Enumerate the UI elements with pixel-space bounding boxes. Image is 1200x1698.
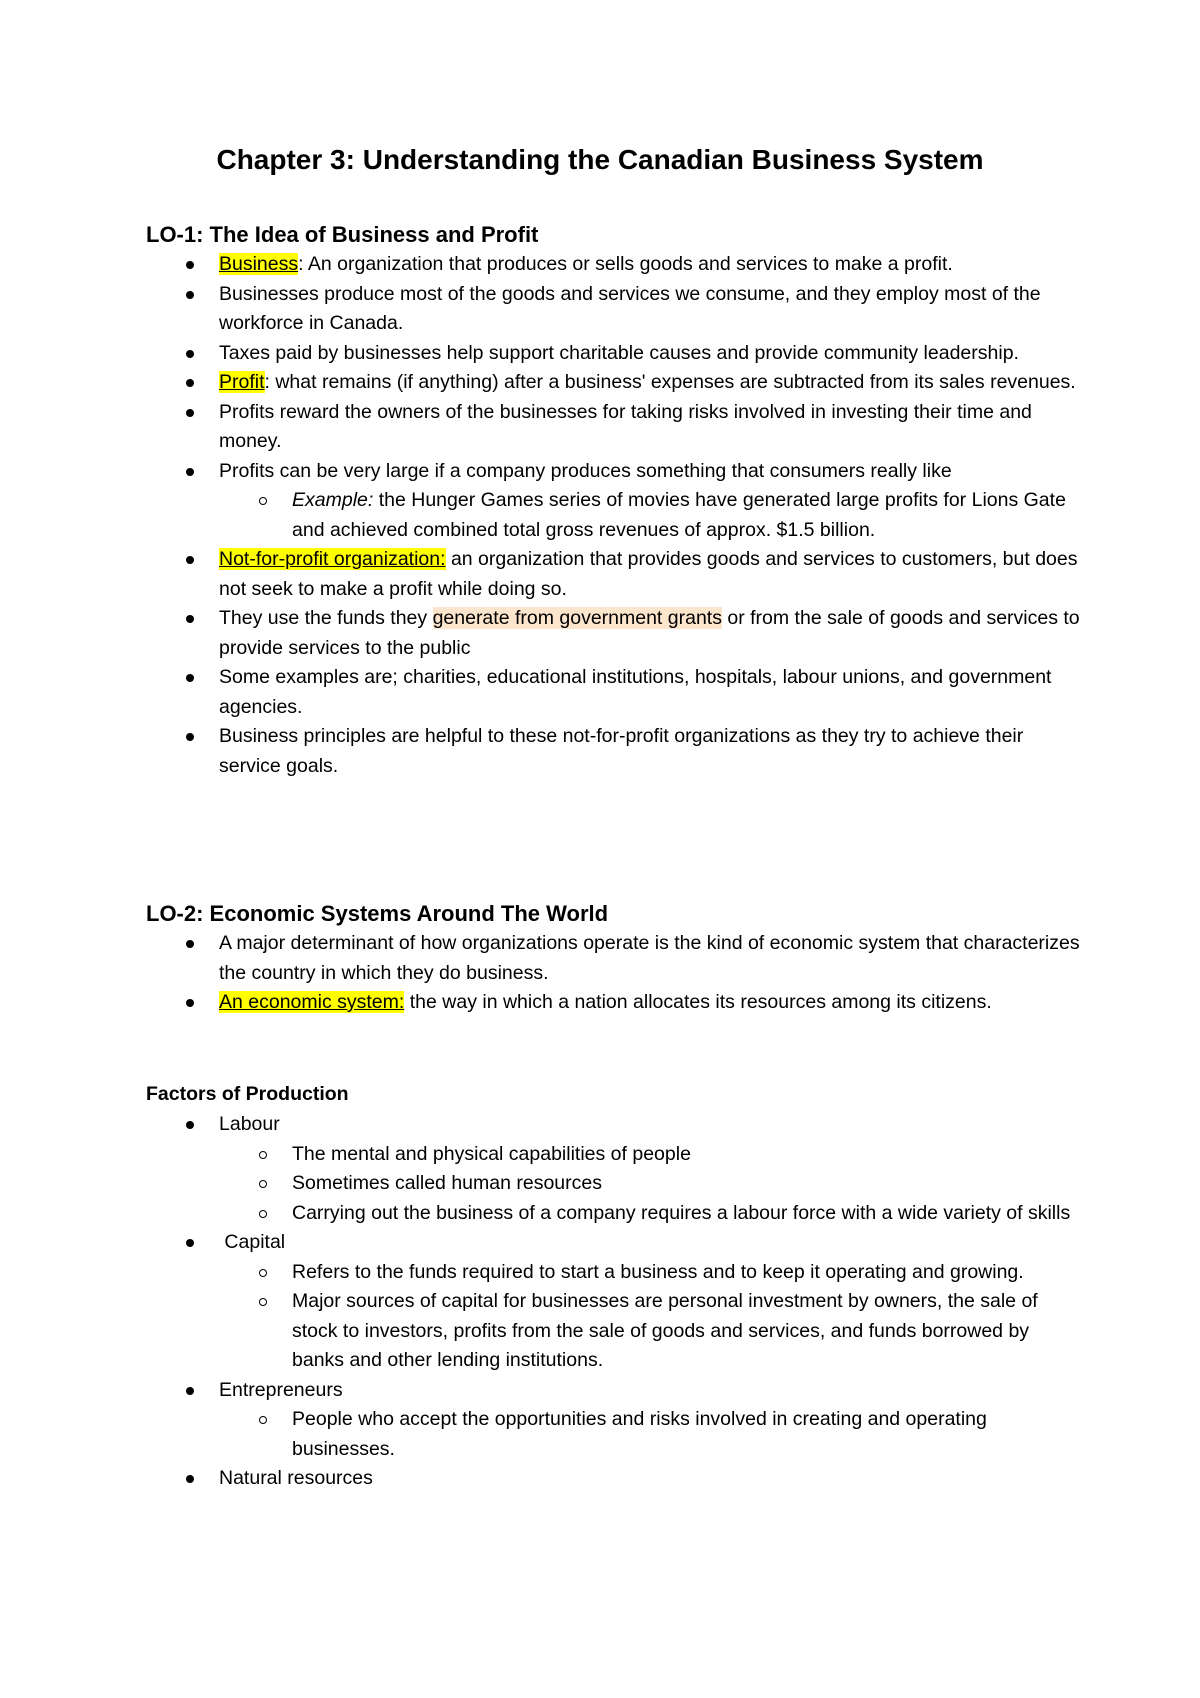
lo1-list <box>146 250 1086 781</box>
term-economic-system: An economic system: <box>219 991 405 1013</box>
sub-list-item <box>146 1169 1086 1199</box>
bullet-icon <box>186 261 194 269</box>
list-item <box>146 545 1086 604</box>
item-text: Businesses produce most of the goods and services we consume, and they employ most of the workforce in Canada. <box>219 282 1041 334</box>
item-text: Entrepreneurs <box>219 1378 343 1401</box>
item-text: Labour <box>219 1113 280 1135</box>
list-item <box>146 663 1086 722</box>
bullet-icon <box>186 1239 194 1247</box>
circle-bullet-icon <box>259 1151 267 1159</box>
circle-bullet-icon <box>259 1416 267 1424</box>
bullet-icon <box>186 379 194 387</box>
list-item-natural-resources <box>146 1464 1086 1494</box>
circle-bullet-icon <box>259 1210 267 1218</box>
lo2-heading: LO-2: Economic Systems Around The World <box>146 901 609 926</box>
term-profit: Profit <box>219 371 265 393</box>
bullet-icon <box>186 556 194 564</box>
highlighted-phrase: generate from government grants <box>432 607 722 629</box>
list-item <box>146 457 1086 487</box>
item-text: : An organization that produces or sells goods and services to make a profit. <box>298 253 953 275</box>
term-business: Business <box>219 253 299 275</box>
bullet-icon <box>186 1387 194 1395</box>
circle-bullet-icon <box>259 1298 267 1306</box>
circle-bullet-icon <box>259 1269 267 1277</box>
bullet-icon <box>186 999 194 1007</box>
item-text: an organization that provides goods and services to customers, but does not seek to make a profit while doing so. <box>219 548 1078 600</box>
list-item-entrepreneurs <box>146 1376 1086 1406</box>
item-text: : what remains (if anything) after a business' expenses are subtracted from its sales revenues. <box>264 371 1076 393</box>
sub-list-item <box>146 1287 1086 1376</box>
bullet-icon <box>186 409 194 417</box>
bullet-icon <box>186 350 194 358</box>
lo2-list <box>146 929 1086 1018</box>
item-text: The mental and physical capabilities of people <box>292 1142 691 1165</box>
item-text: Capital <box>219 1231 286 1253</box>
item-text: Business principles are helpful to these not-for-profit organizations as they try to achieve their service goals. <box>219 725 1024 777</box>
list-item <box>146 988 1086 1018</box>
list-item <box>146 339 1086 369</box>
sub-list-item <box>146 1199 1086 1229</box>
item-text: Taxes paid by businesses help support charitable causes and provide community leadership. <box>219 341 1019 364</box>
item-text: Natural resources <box>219 1467 373 1489</box>
list-item <box>146 368 1086 398</box>
bullet-icon <box>186 1121 194 1129</box>
bullet-icon <box>186 615 194 623</box>
bullet-icon <box>186 291 194 299</box>
sub-list-item <box>146 486 1086 545</box>
list-item <box>146 250 1086 280</box>
lo1-heading: LO-1: The Idea of Business and Profit <box>146 222 539 247</box>
item-text: Profits can be very large if a company produces something that consumers really like <box>219 459 952 482</box>
list-item <box>146 604 1086 663</box>
list-item <box>146 722 1086 781</box>
item-text: People who accept the opportunities and risks involved in creating and operating businesses. <box>292 1408 987 1460</box>
list-item <box>146 280 1086 339</box>
item-text: Some examples are; charities, educational institutions, hospitals, labour unions, and government agencies. <box>219 666 1052 718</box>
item-text: the way in which a nation allocates its resources among its citizens. <box>404 991 992 1013</box>
item-text: Refers to the funds required to start a business and to keep it operating and growing. <box>292 1260 1024 1283</box>
item-text: They use the funds they <box>219 607 433 629</box>
sub-list-item <box>146 1140 1086 1170</box>
circle-bullet-icon <box>259 497 267 505</box>
item-text: or from the sale of goods and services to provide services to the public <box>219 607 1080 659</box>
bullet-icon <box>186 733 194 741</box>
item-text: Sometimes called human resources <box>292 1172 602 1194</box>
item-text: Major sources of capital for businesses are personal investment by owners, the sale of stock to investors, profits from the sale of goods and services, and funds borrowed by banks and other lending institutions. <box>292 1290 1038 1371</box>
item-text: A major determinant of how organizations operate is the kind of economic system that characterizes the country in which they do business. <box>219 932 1080 984</box>
sub-list-item <box>146 1258 1086 1288</box>
bullet-icon <box>186 674 194 682</box>
factors-list <box>146 1110 1086 1494</box>
list-item-labour <box>146 1110 1086 1140</box>
list-item-capital <box>146 1228 1086 1258</box>
item-text: the Hunger Games series of movies have generated large profits for Lions Gate and achieved combined total gross revenues of approx. $1.5 billion. <box>292 489 1066 541</box>
sub-list-item <box>146 1405 1086 1464</box>
page-title: Chapter 3: Understanding the Canadian Business System <box>216 144 984 175</box>
circle-bullet-icon <box>259 1180 267 1188</box>
bullet-icon <box>186 1475 194 1483</box>
bullet-icon <box>186 468 194 476</box>
term-not-for-profit: Not-for-profit organization: <box>219 548 446 570</box>
bullet-icon <box>186 940 194 948</box>
item-text: Carrying out the business of a company requires a labour force with a wide variety of skills <box>292 1201 1071 1224</box>
list-item <box>146 398 1086 457</box>
factors-heading: Factors of Production <box>146 1083 349 1105</box>
item-text: Profits reward the owners of the businesses for taking risks involved in investing their time and money. <box>219 400 1032 452</box>
example-label: Example: <box>292 489 374 511</box>
list-item <box>146 929 1086 988</box>
